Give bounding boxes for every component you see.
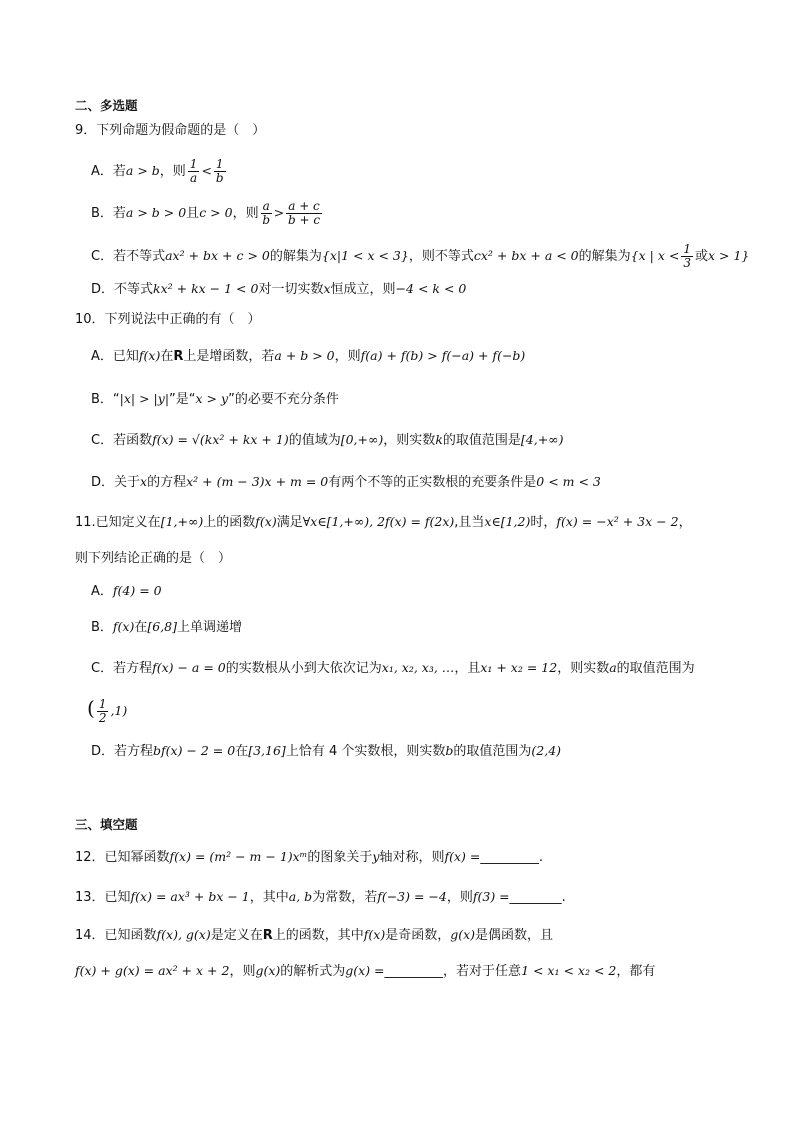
q11-c-post: 的取值范围为 <box>616 661 695 676</box>
q9-stem: 9．下列命题为假命题的是（ ） <box>75 123 266 138</box>
q10-b-post: ”的必要不充分条件 <box>228 392 339 407</box>
q11-c-math4: a <box>609 660 617 675</box>
q14-l2-math3: g(x) = <box>345 963 385 978</box>
q14-math1: f(x), g(x) <box>156 927 211 942</box>
q11-text-f: ， <box>678 515 692 530</box>
q14-answer-blank: _________ <box>384 964 444 979</box>
q9-c-mid: 的解集为 <box>269 249 322 264</box>
q9-c-prefix: C．若不等式 <box>91 249 166 264</box>
section-title-fill: 三、填空题 <box>75 817 138 832</box>
q14-math3: g(x) <box>450 927 476 942</box>
q13-post: . <box>561 890 566 905</box>
q9-d-prefix: D．不等式 <box>91 282 154 297</box>
q11-c-math1: f(x) − a = 0 <box>152 660 226 675</box>
q11-b-mid: 在 <box>134 620 148 635</box>
q11-option-b <box>91 617 242 638</box>
q9-d-math2: x <box>323 281 331 296</box>
q10-b-mid: ”是“ <box>169 392 196 407</box>
q11-option-a <box>91 581 162 602</box>
q9-option-a <box>91 158 228 185</box>
q11-c-prefix: C．若方程 <box>91 661 153 676</box>
q10-d-math2: x² + (m − 3)x + m = 0 <box>186 474 329 489</box>
q11-text-b: 上的函数 <box>203 515 256 530</box>
q9-b-frac2: $\frac{a + c}{b + c}$ <box>287 199 321 227</box>
q10-a-math1: f(x) <box>138 348 161 363</box>
q11-c-mid3: ，则实数 <box>557 661 610 676</box>
q10-a-math3: f(a) + f(b) > f(−a) + f(−b) <box>360 348 526 363</box>
section-title-multi: 二、多选题 <box>75 98 138 113</box>
q11-d-math1: bf(x) − 2 = 0 <box>153 743 236 758</box>
q9-b-cond2: c > 0 <box>199 205 233 220</box>
q12-math2: y <box>372 849 380 864</box>
q11-text-a: 11.已知定义在 <box>75 515 161 530</box>
q11-d-mid2: 上恰有 4 个实数根，则实数 <box>285 744 446 759</box>
q9-d-math3: −4 < k < 0 <box>395 281 467 296</box>
q9-c-math3: cx² + bx + a < 0 <box>473 248 579 263</box>
q11-d-math2: [3,16] <box>248 743 286 758</box>
q14-mid: 是定义在 <box>210 928 263 943</box>
q9-c-mid2: ，则不等式 <box>408 249 474 264</box>
q9-a-mid: ，则 <box>159 164 186 179</box>
q10-option-a <box>91 346 525 367</box>
q12-math3: f(x) = <box>444 849 481 864</box>
q10-option-b <box>91 389 339 410</box>
q11-c-math2: x₁, x₂, x₃, … <box>381 660 455 675</box>
q9-c-math2: {x|1 < x < 3} <box>321 248 409 263</box>
q9-c-mid3: 的解集为 <box>578 249 631 264</box>
q11-math5: f(x) = −x² + 3x − 2 <box>556 514 679 529</box>
q12-post: . <box>538 850 544 865</box>
q11-c-mid: 的实数根从小到大依次记为 <box>225 661 382 676</box>
q10-b-prefix: B．“ <box>91 392 120 407</box>
q10-a-math2: a + b > 0 <box>274 348 335 363</box>
q9-b-mid: 且 <box>186 206 200 221</box>
q11-text-e: 时， <box>530 515 557 530</box>
q9-d-mid: 对一切实数 <box>258 282 324 297</box>
q14-mid2: 上的函数，其中 <box>272 928 364 943</box>
q9-option-c <box>91 243 749 270</box>
q13-math2: a, b <box>288 889 313 904</box>
q11-b-math1: f(x) <box>112 619 135 634</box>
q11-d-mid3: 的取值范围为 <box>453 744 532 759</box>
q11-b-prefix: B． <box>91 620 113 635</box>
q10-c-math4: [4,+∞) <box>520 432 564 447</box>
q10-a-set-r: R <box>173 349 184 364</box>
q11-d-math4: (2,4) <box>531 743 562 758</box>
q9-b-gt: > <box>273 205 285 220</box>
q13-mid3: ，则 <box>446 890 473 905</box>
q12-mid: 的图象关于 <box>307 850 373 865</box>
q13-math3: f(−3) = −4 <box>377 889 447 904</box>
q10-a-mid: 在 <box>160 349 174 364</box>
q11-math2: f(x) <box>255 514 277 529</box>
q9-d-mid2: 恒成立，则 <box>330 282 396 297</box>
q10-b-math1: |x| > |y| <box>119 391 170 406</box>
q11-stem-2: 则下列结论正确的是（ ） <box>75 551 232 566</box>
q10-option-d <box>91 472 601 493</box>
q9-option-d <box>91 279 466 300</box>
q10-stem: 10．下列说法中正确的有（ ） <box>75 312 261 327</box>
q10-c-mid: 的值域为 <box>288 433 341 448</box>
q10-a-mid3: ，则 <box>334 349 361 364</box>
q13 <box>75 887 566 908</box>
q10-c-math1: f(x) = √(kx² + kx + 1) <box>152 432 289 447</box>
q10-d-math1: x <box>140 474 148 489</box>
q9-c-math1: ax² + bx + c > 0 <box>165 248 270 263</box>
q9-c-frac: $\frac{1}{3}$ <box>683 242 691 270</box>
q9-a-frac1: $\frac{1}{a}$ <box>189 157 198 185</box>
q9-a-frac2: $\frac{1}{b}$ <box>215 157 224 185</box>
q9-a-prefix: A．若 <box>91 164 126 179</box>
q11-c-mid2: ，且 <box>454 661 481 676</box>
q9-a-lt: < <box>201 163 212 178</box>
q13-prefix: 13．已知 <box>75 890 131 905</box>
q14-line-1 <box>75 925 553 946</box>
q14-l2-mid: ，则 <box>229 964 256 979</box>
q9-b-cond1: a > b > 0 <box>125 205 187 220</box>
q10-b-math2: x > y <box>195 391 229 406</box>
q10-d-mid2: 有两个不等的正实数根的充要条件是 <box>328 475 537 490</box>
q9-c-math4a: {x | x < <box>630 248 680 263</box>
q13-math4: f(3) = <box>472 889 510 904</box>
q10-c-math2: [0,+∞) <box>340 432 384 447</box>
q14-l2-math4: 1 < x₁ < x₂ < 2 <box>521 963 617 978</box>
q11-c-paren-left: ( <box>87 696 95 720</box>
q11-math3: ∀x∈[1,+∞), 2f(x) = f(2x) <box>302 514 455 529</box>
q11-c-paren-right: ,1) <box>110 703 128 718</box>
q14-l2-math2: g(x) <box>255 963 281 978</box>
q14-set-r: R <box>262 928 273 943</box>
q11-option-d <box>91 741 561 762</box>
q14-mid3: 是奇函数， <box>385 928 451 943</box>
q9-option-b <box>91 200 324 227</box>
q11-math1: [1,+∞) <box>160 514 204 529</box>
q9-b-frac1: $\frac{a}{b}$ <box>262 199 270 227</box>
q11-option-c-answer <box>87 698 127 725</box>
q9-b-prefix: B．若 <box>91 206 126 221</box>
q11-d-math3: b <box>445 743 454 758</box>
q10-c-math3: k <box>435 432 443 447</box>
q14-l2-post: ，都有 <box>616 964 656 979</box>
q12 <box>75 847 543 868</box>
q14-math2: f(x) <box>363 927 386 942</box>
q10-c-mid2: ，则实数 <box>383 433 436 448</box>
q14-post: 是偶函数，且 <box>475 928 554 943</box>
q12-answer-blank: _________ <box>480 850 539 865</box>
q14-l2-mid2: 的解析式为 <box>280 964 346 979</box>
q11-stem <box>75 512 692 533</box>
q11-math4: x∈[1,2) <box>484 514 531 529</box>
q11-text-c: 满足 <box>276 515 303 530</box>
q11-b-math2: [6,8] <box>147 619 178 634</box>
q9-d-math1: kx² + kx − 1 < 0 <box>153 281 259 296</box>
q12-prefix: 12．已知幂函数 <box>75 850 170 865</box>
q10-d-mid: 的方程 <box>147 475 187 490</box>
q10-c-mid3: 的取值范围是 <box>442 433 521 448</box>
q14-line-2 <box>75 961 655 982</box>
q10-a-prefix: A．已知 <box>91 349 139 364</box>
q9-c-math4b: x > 1} <box>707 248 750 263</box>
q14-l2-mid3: ，若对于任意 <box>443 964 522 979</box>
q10-a-mid2: 上是增函数，若 <box>183 349 275 364</box>
q10-option-c <box>91 430 563 451</box>
q11-a-prefix: A． <box>91 584 113 599</box>
q13-answer-blank: ________ <box>509 890 562 905</box>
q12-mid2: 轴对称，则 <box>379 850 445 865</box>
q11-text-d: ,且当 <box>454 515 485 530</box>
q13-math1: f(x) = ax³ + bx − 1 <box>130 889 250 904</box>
q11-d-mid: 在 <box>235 744 249 759</box>
q14-l2-math1: f(x) + g(x) = ax² + x + 2 <box>75 963 230 978</box>
q14-prefix: 14．已知函数 <box>75 928 157 943</box>
q12-math1: f(x) = (m² − m − 1)xᵐ <box>169 849 308 864</box>
q11-d-prefix: D．若方程 <box>91 744 154 759</box>
q9-b-mid2: ，则 <box>232 206 259 221</box>
q11-c-frac: $\frac{1}{2}$ <box>98 697 107 725</box>
q11-c-math3: x₁ + x₂ = 12 <box>480 660 558 675</box>
q9-c-or: 或 <box>694 249 708 264</box>
q13-mid: ，其中 <box>249 890 289 905</box>
q11-a-math1: f(4) = 0 <box>112 583 162 598</box>
q10-c-prefix: C．若函数 <box>91 433 153 448</box>
q11-option-c <box>91 658 695 679</box>
q10-d-math3: 0 < m < 3 <box>536 474 601 489</box>
q10-d-prefix: D．关于 <box>91 475 141 490</box>
q9-a-cond: a > b <box>125 163 160 178</box>
q13-mid2: 为常数，若 <box>312 890 378 905</box>
q11-b-post: 上单调递增 <box>177 620 243 635</box>
